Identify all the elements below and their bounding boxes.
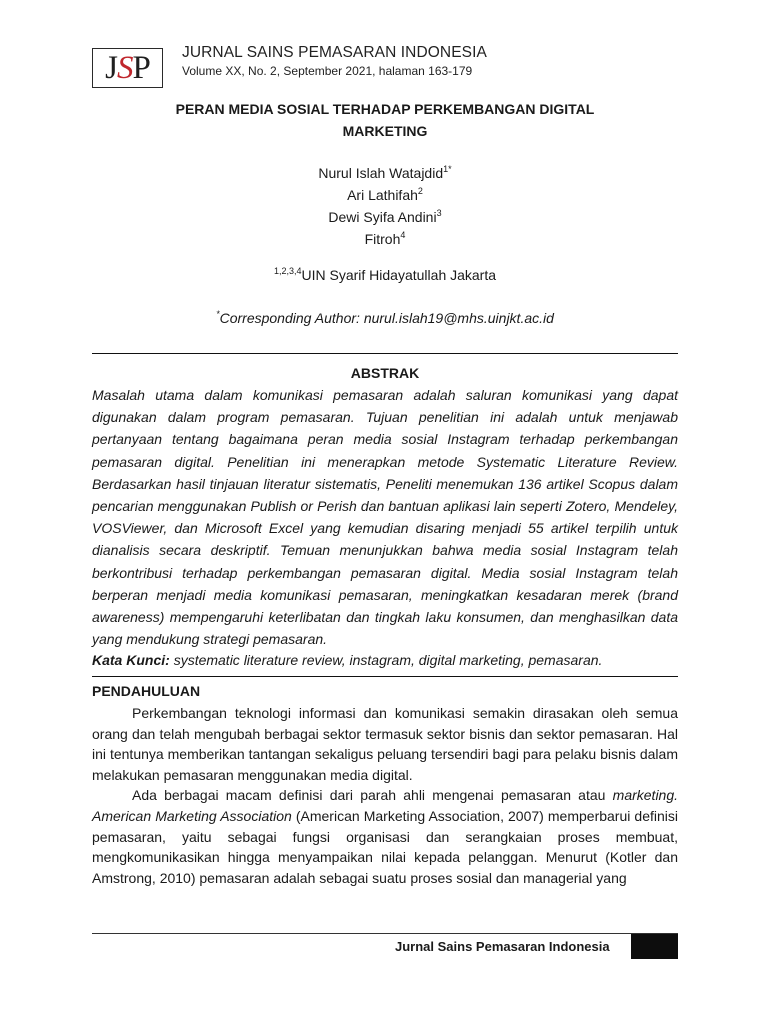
author: Nurul Islah Watajdid$^{1*}$: [318, 164, 452, 181]
author: Fitroh$^4$: [364, 230, 406, 247]
volume-info: Volume XX, No. 2, September 2021, halaman 163-179: [182, 64, 473, 78]
author: Ari Lathifah$^2$: [347, 186, 423, 203]
keywords-text: systematic literature review, instagram, digital marketing, pemasaran.: [173, 652, 603, 668]
abstract-text: Masalah utama dalam komunikasi pemasaran adalah saluran komunikasi yang dapat digunakan dalam program pemasaran. Tujuan penelitian ini adalah untuk menjawab pertanyaan tentang bagaimana peran media sosial Instagram terhadap perkembangan pemasaran digital. Penelitian ini menerapkan metode Systematic Literature Review. Berdasarkan hasil tinjauan literatur sistematis, Peneliti menemukan 136 artikel Scopus dalam pencarian menggunakan Publish or Perish dan bantuan aplikasi lain seperti Zotero, Mendeley, VOSViewer, dan Microsoft Excel yang kemudian disaring menjadi 55 artikel terpilih untuk dianalisis secara deskriptif. Temuan menunjukkan bahwa media sosial Instagram telah berkontribusi terhadap perkembangan pemasaran digital. Media sosial Instagram telah berperan menjadi media komunikasi pemasaran, meningkatkan kesadaran merek (brand awareness) mempengaruhi keterlibatan dan tingkah laku konsumen, dan menghasilkan data yang mendukung strategi pemasaran.: [92, 387, 678, 648]
author: Dewi Syifa Andini$^3$: [328, 208, 442, 225]
author-list: [92, 162, 678, 250]
corresponding-author: *Corresponding Author: nurul.islah19@mhs.uinjkt.ac.id: [216, 309, 554, 326]
journal-name: JURNAL SAINS PEMASARAN INDONESIA: [182, 44, 487, 61]
affiliation: $^{1,2,3,4}$UIN Syarif Hidayatullah Jakarta: [273, 266, 497, 283]
footer-journal-name: Jurnal Sains Pemasaran Indonesia: [395, 939, 610, 954]
divider: [92, 676, 678, 677]
keywords: [92, 652, 678, 668]
paragraph: Perkembangan teknologi informasi dan komunikasi semakin dirasakan oleh semua orang dan telah mengubah berbagai sektor termasuk sektor bisnis dan sektor pemasaran. Hal ini tentunya memberikan tantangan sekaligus peluang tersendiri bagi para pelaku bisnis dalam melakukan pemasaran menggunakan media digital.: [92, 705, 678, 783]
title-line-2: MARKETING: [342, 123, 428, 139]
section-body: [92, 703, 678, 888]
section-heading: PENDAHULUAN: [92, 683, 201, 699]
paragraph: Ada berbagai macam definisi dari parah ahli mengenai pemasaran atau marketing. American Marketing Association (American Marketing Association, 2007) memperbarui definisi pemasaran, yaitu sebagai fungsi organisasi dan serangkaian proses membuat, mengkomunikasikan hingga menyampaikan nilai kepada pelanggan. Menurut (Kotler dan Amstrong, 2010) pemasaran adalah sebagai suatu proses sosial dan managerial yang: [92, 787, 679, 886]
footer-divider: [92, 933, 678, 934]
abstract-heading: ABSTRAK: [350, 365, 420, 381]
journal-logo: J S P: [92, 48, 163, 88]
title-line-1: PERAN MEDIA SOSIAL TERHADAP PERKEMBANGAN DIGITAL: [175, 101, 595, 117]
footer-page-block: [631, 934, 678, 959]
divider: [92, 353, 678, 354]
keywords-label: Kata Kunci:: [92, 652, 170, 668]
article-title: [92, 98, 678, 142]
